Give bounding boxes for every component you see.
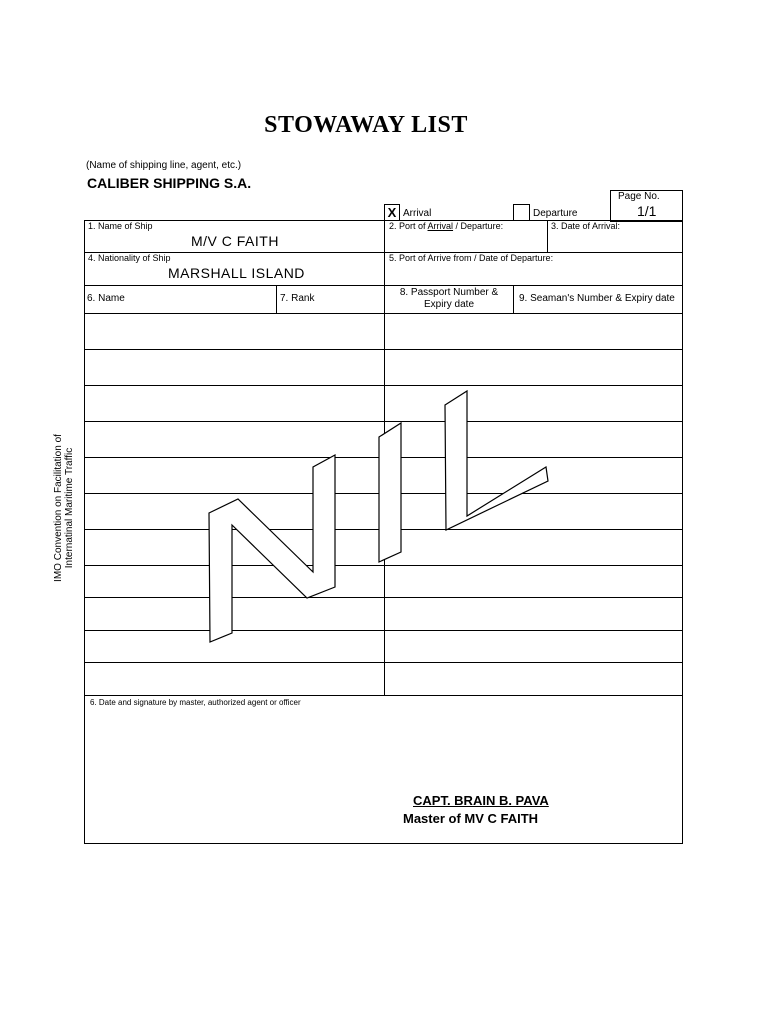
page-title: STOWAWAY LIST xyxy=(264,112,468,138)
shipping-line-value: CALIBER SHIPPING S.A. xyxy=(87,175,252,191)
column-seaman-header: 9. Seaman's Number & Expiry date xyxy=(519,293,675,304)
departure-label: Departure xyxy=(533,208,578,219)
signatory-title: Master of MV C FAITH xyxy=(403,811,539,826)
arrival-checkbox[interactable]: X xyxy=(384,204,400,221)
name-of-ship-value: M/V C FAITH xyxy=(191,233,279,249)
column-passport-header: 8. Passport Number & Expiry date xyxy=(399,287,499,310)
column-rank-header: 7. Rank xyxy=(280,293,315,304)
port-from-label: 5. Port of Arrive from / Date of Departure: xyxy=(389,253,554,263)
date-of-arrival-label: 3. Date of Arrival: xyxy=(551,221,621,231)
nationality-label: 4. Nationality of Ship xyxy=(88,253,171,263)
nil-letter-n xyxy=(209,455,335,642)
nil-letter-l xyxy=(445,391,548,530)
nil-letter-i xyxy=(379,423,401,562)
signature-label: 6. Date and signature by master, authorized agent or officer xyxy=(90,698,301,707)
shipping-line-label: (Name of shipping line, agent, etc.) xyxy=(86,160,242,171)
arrival-label: Arrival xyxy=(403,208,432,219)
page-no-label: Page No. xyxy=(618,191,660,202)
imo-convention-side-text: IMO Convention on Facilitation of Internatinal Maritime Traffic xyxy=(53,434,75,582)
signatory-name: CAPT. BRAIN B. PAVA xyxy=(413,793,549,808)
name-of-ship-label: 1. Name of Ship xyxy=(88,221,153,231)
port-of-arrival-label: 2. Port of Arrival / Departure: xyxy=(389,221,504,231)
page-no-value: 1/1 xyxy=(637,203,657,219)
column-name-header: 6. Name xyxy=(87,293,125,304)
nationality-value: MARSHALL ISLAND xyxy=(168,265,305,281)
